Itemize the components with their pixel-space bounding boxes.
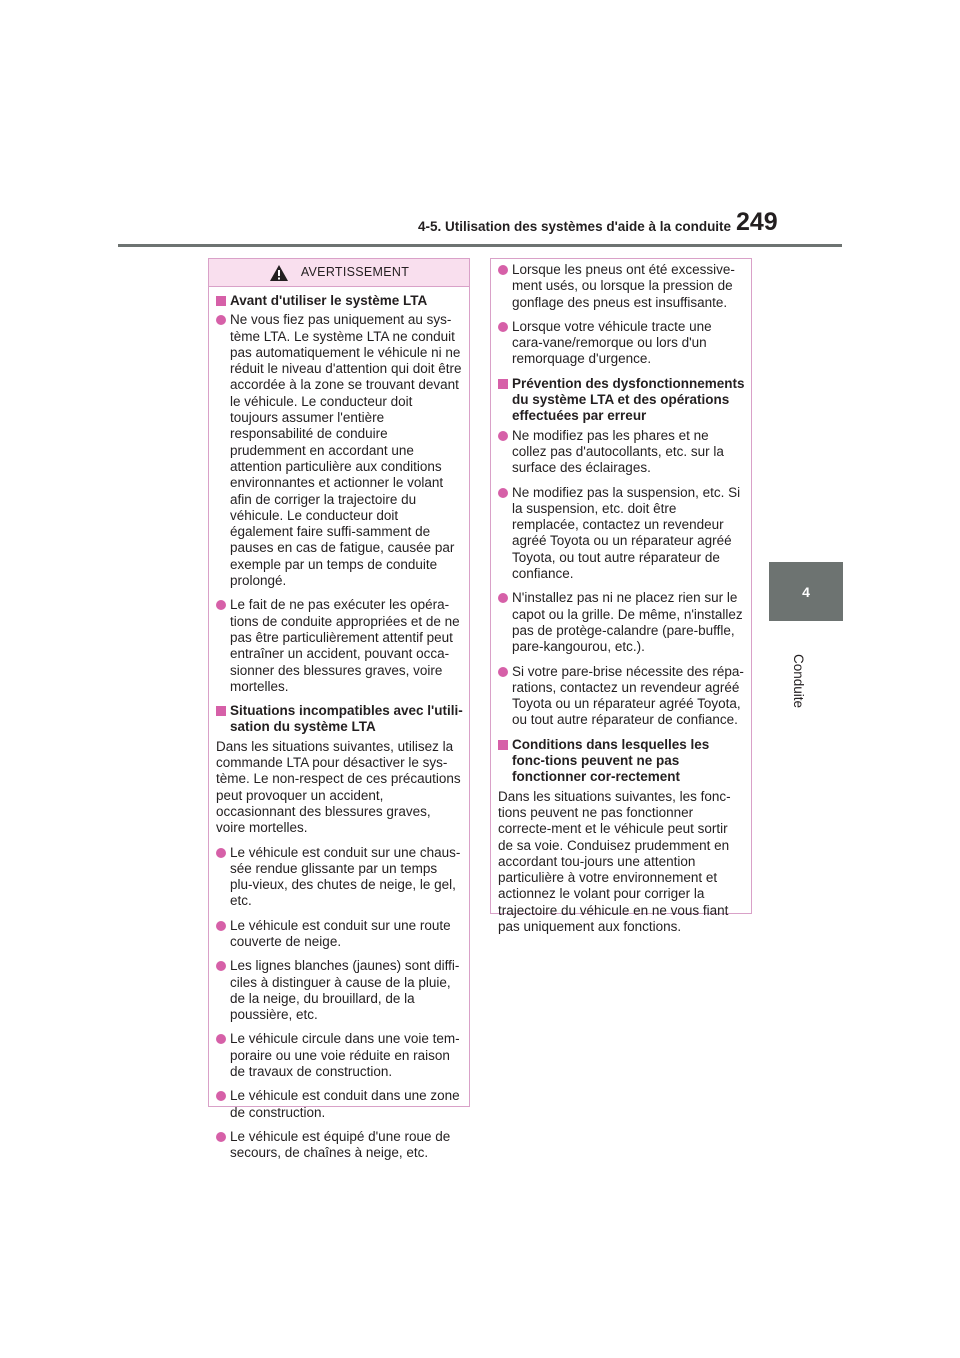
chapter-number: 4	[802, 583, 810, 600]
warning-triangle-icon	[269, 264, 289, 282]
section-heading: Conditions dans lesquelles les fonc-tions peuvent ne pas fonctionner cor-rectement	[498, 737, 745, 786]
round-bullet-icon	[216, 921, 226, 931]
square-bullet-icon	[498, 379, 508, 389]
warning-header	[209, 259, 469, 287]
chapter-label: Conduite	[791, 654, 806, 709]
warning-box-right	[490, 258, 752, 934]
round-bullet-icon	[216, 848, 226, 858]
warning-box-left	[208, 258, 470, 1161]
section-heading: Prévention des dysfonctionnements du système LTA et des opérations effectuées par erreur	[498, 376, 745, 425]
round-bullet-icon	[216, 1091, 226, 1101]
list-item: Le véhicule circule dans une voie tem-poraire ou une voie réduite en raison de travaux de construction.	[216, 1031, 463, 1080]
paragraph: Dans les situations suivantes, les fonc-tions peuvent ne pas fonctionner correcte-ment et le véhicule peut sortir de sa voie. Conduisez prudemment en accordant tou-jours une attention particulière à votre environnement et actionnez le volant pour corriger la trajectoire du véhicule en ne vous fiant pas uniquement aux fonctions.	[498, 788, 731, 934]
round-bullet-icon	[498, 265, 508, 275]
warning-title: AVERTISSEMENT	[300, 265, 410, 280]
list-item: Lorsque les pneus ont été excessive-ment usés, ou lorsque la pression de gonflage des pneus est insuffisante.	[498, 262, 745, 311]
list-item: Le véhicule est équipé d'une roue de secours, de chaînes à neige, etc.	[216, 1129, 463, 1162]
section-heading: Situations incompatibles avec l'utili-sation du système LTA	[216, 703, 463, 736]
square-bullet-icon	[216, 296, 226, 306]
paragraph: Dans les situations suivantes, utilisez la commande LTA pour désactiver le sys-tème. Le non-respect de ces précautions peut provoquer un accident, occasionnant des blessures graves, voire mortelles.	[216, 738, 461, 836]
list-item: N'installez pas ni ne placez rien sur le capot ou la grille. De même, n'installez pas de protège-calandre (pare-buffle, pare-kangourou, etc.).	[498, 590, 745, 655]
section-heading: Avant d'utiliser le système LTA	[216, 293, 463, 309]
round-bullet-icon	[498, 431, 508, 441]
square-bullet-icon	[216, 706, 226, 716]
round-bullet-icon	[498, 667, 508, 677]
round-bullet-icon	[216, 315, 226, 325]
list-item: Les lignes blanches (jaunes) sont diffi-ciles à distinguer à cause de la pluie, de la neige, du brouillard, de la poussière, etc.	[216, 958, 463, 1023]
round-bullet-icon	[498, 488, 508, 498]
list-item: Si votre pare-brise nécessite des répa-rations, contactez un revendeur agréé Toyota ou un réparateur agréé Toyota, ou tout autre réparateur de confiance.	[498, 664, 745, 729]
header-rule	[118, 244, 842, 247]
round-bullet-icon	[216, 961, 226, 971]
warning-body	[209, 287, 469, 1162]
round-bullet-icon	[498, 593, 508, 603]
chapter-tab	[769, 562, 843, 621]
list-item: Lorsque votre véhicule tracte une cara-vane/remorque ou lors d'un remorquage d'urgence.	[498, 319, 745, 368]
page-number: 249	[736, 208, 778, 236]
list-item: Le véhicule est conduit dans une zone de construction.	[216, 1088, 463, 1121]
list-item: Ne vous fiez pas uniquement au sys-tème LTA. Le système LTA ne conduit pas automatiquement le véhicule ni ne réduit le niveau d'attention qui doit être accordée à la zone se trouvant devant le véhicule. Le conducteur doit toujours assumer l'entière responsabilité de conduire prudemment en accordant une attention particulière aux conditions environnantes et actionner le volant afin de corriger la trajectoire du véhicule. Le conducteur doit également faire suffi-samment de pauses en cas de fatigue, causée par exemple par un temps de conduite prolongé.	[216, 312, 463, 589]
list-item: Le véhicule est conduit sur une chaus-sée rendue glissante par un temps plu-vieux, des chutes de neige, le gel, etc.	[216, 845, 463, 910]
square-bullet-icon	[498, 740, 508, 750]
warning-body-continued	[491, 259, 751, 935]
round-bullet-icon	[216, 1132, 226, 1142]
round-bullet-icon	[216, 1034, 226, 1044]
list-item: Le véhicule est conduit sur une route couverte de neige.	[216, 918, 463, 951]
round-bullet-icon	[498, 322, 508, 332]
section-title: 4-5. Utilisation des systèmes d'aide à la conduite	[418, 219, 732, 234]
list-item: Ne modifiez pas la suspension, etc. Si la suspension, etc. doit être remplacée, contactez un revendeur agréé Toyota ou un réparateur agréé Toyota, ou tout autre réparateur de confiance.	[498, 485, 745, 583]
round-bullet-icon	[216, 600, 226, 610]
list-item: Le fait de ne pas exécuter les opéra-tions de conduite appropriées et de ne pas être particulièrement attentif peut entraîner un accident, pouvant occa-sionner des blessures graves, voire mortelles.	[216, 597, 463, 695]
list-item: Ne modifiez pas les phares et ne collez pas d'autocollants, etc. sur la surface des éclairages.	[498, 428, 745, 477]
